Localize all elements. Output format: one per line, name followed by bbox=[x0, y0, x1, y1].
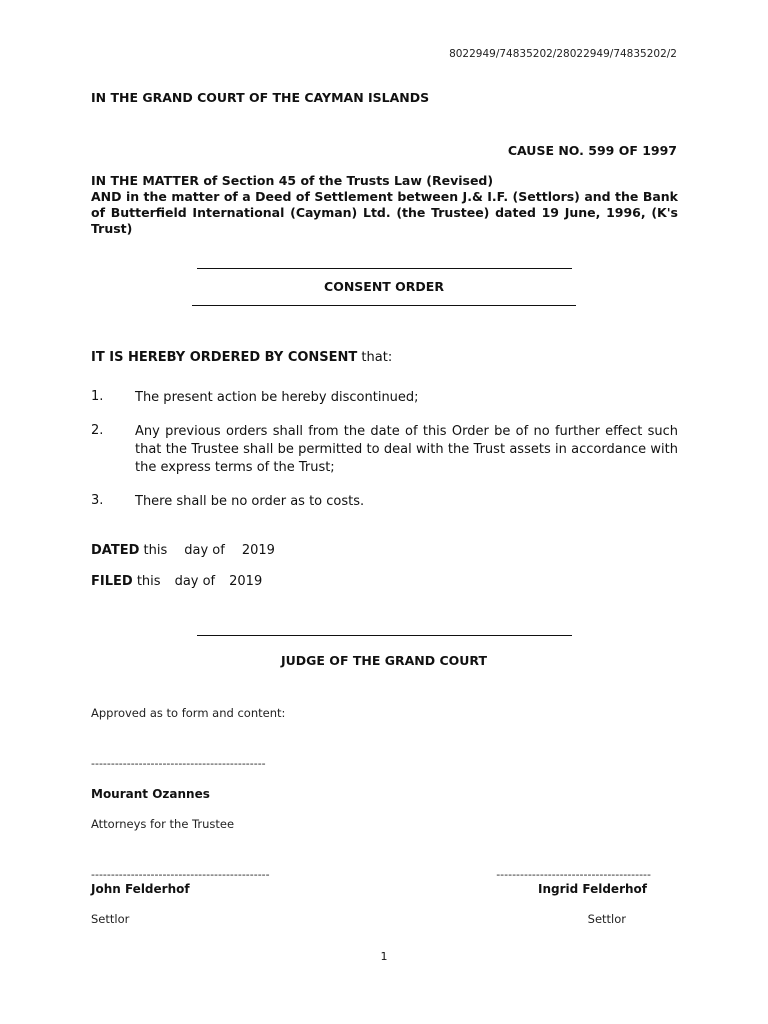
dated-day-of: day of bbox=[184, 543, 225, 558]
filed-day-of: day of bbox=[174, 574, 216, 589]
item-text-1: The present action be hereby discontinued; bbox=[135, 390, 419, 405]
settlor-right-signature-line: --------------------------------------- bbox=[496, 868, 651, 881]
firm-role: Attorneys for the Trustee bbox=[91, 817, 235, 831]
item-text-2: Any previous orders shall from the date of this Order be of no further effect such that the Trustee shall be permitted to deal with the Trust assets in accordance with the express terms of the Trust; bbox=[135, 424, 678, 475]
settlor-right-name: Ingrid Felderhof bbox=[537, 882, 647, 896]
dated-label: DATED bbox=[91, 543, 140, 558]
dated-this: this bbox=[143, 543, 168, 558]
court-heading: IN THE GRAND COURT OF THE CAYMAN ISLANDS bbox=[91, 90, 430, 105]
title-rule-bottom bbox=[192, 305, 576, 306]
judge-title: JUDGE OF THE GRAND COURT bbox=[280, 653, 487, 668]
settlor-left-signature-line: --------------------------------------------- bbox=[91, 868, 270, 881]
matter-line-2: AND in the matter of a Deed of Settlement between J.& I.F. (Settlors) and the Bank of Butterfield International (Cayman) Ltd. (the Trustee) dated 19 June, 1996, (K's Trust) bbox=[91, 189, 678, 236]
ordered-intro-rest: that: bbox=[357, 350, 393, 365]
settlor-left-name: John Felderhof bbox=[91, 882, 190, 896]
order-title: CONSENT ORDER bbox=[324, 279, 444, 294]
filed-this: this bbox=[136, 574, 161, 589]
item-text-3: There shall be no order as to costs. bbox=[135, 494, 365, 509]
settlor-right-role: Settlor bbox=[587, 912, 626, 926]
page-number: 1 bbox=[380, 950, 388, 963]
item-number-3: 3. bbox=[91, 493, 104, 508]
cause-number: CAUSE NO. 599 OF 1997 bbox=[507, 143, 677, 158]
ordered-intro bbox=[91, 350, 392, 365]
firm-name: Mourant Ozannes bbox=[91, 787, 210, 801]
settlor-left-role: Settlor bbox=[91, 912, 130, 926]
item-number-1: 1. bbox=[91, 389, 104, 404]
document-reference: 8022949/74835202/28022949/74835202/2 bbox=[449, 48, 677, 60]
title-rule-top bbox=[197, 268, 572, 269]
dated-year: 2019 bbox=[241, 543, 275, 558]
item-number-2: 2. bbox=[91, 423, 104, 438]
filed-year: 2019 bbox=[229, 574, 263, 589]
matter-block bbox=[91, 173, 678, 237]
firm-signature-line: -------------------------------------------- bbox=[91, 757, 266, 770]
dated-line bbox=[91, 543, 275, 558]
approval-text: Approved as to form and content: bbox=[91, 706, 286, 720]
matter-line-1: IN THE MATTER of Section 45 of the Trusts Law (Revised) bbox=[91, 173, 494, 188]
ordered-intro-bold: IT IS HEREBY ORDERED BY CONSENT bbox=[91, 350, 358, 365]
filed-label: FILED bbox=[91, 574, 133, 589]
filed-line bbox=[91, 574, 262, 589]
judge-signature-rule bbox=[197, 635, 572, 636]
